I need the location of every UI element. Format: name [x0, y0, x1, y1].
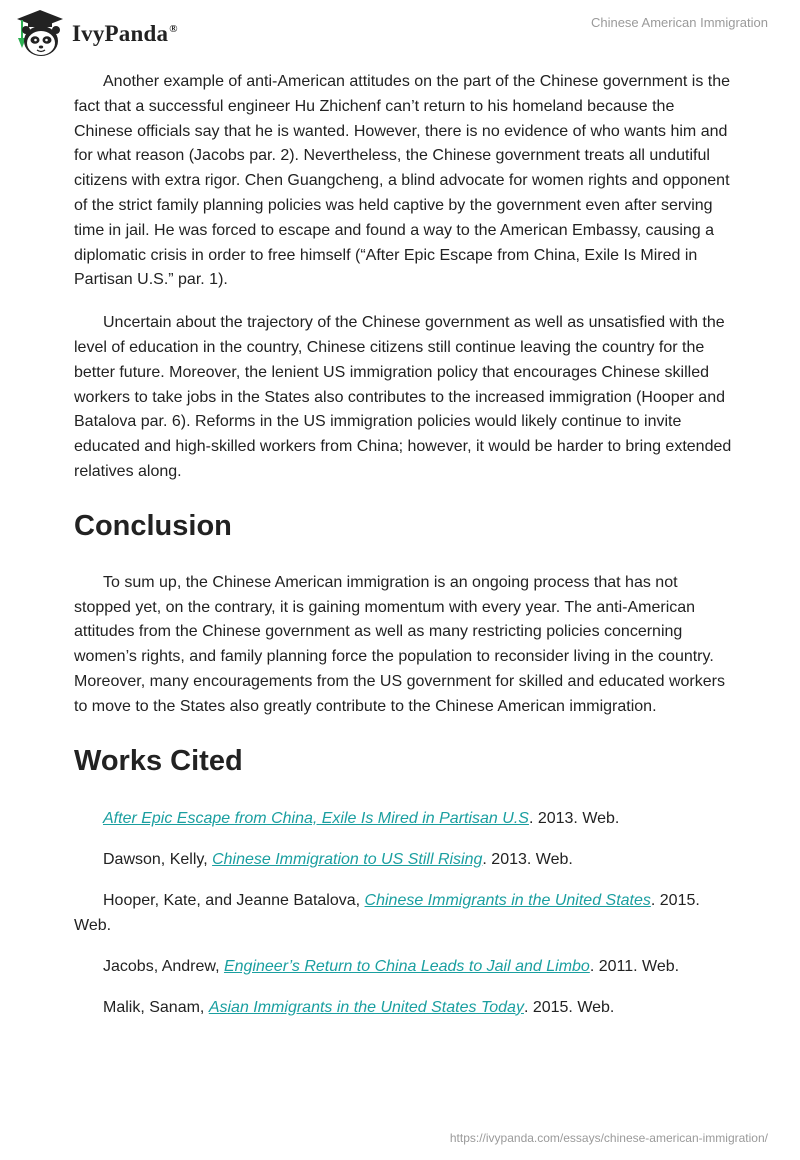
citation-link[interactable]: Chinese Immigrants in the United States — [364, 891, 651, 909]
panda-graduate-icon — [14, 8, 66, 58]
citation-link[interactable]: After Epic Escape from China, Exile Is Mired in Partisan U.S — [103, 809, 529, 827]
brand-logo[interactable] — [14, 8, 178, 58]
citation-item — [74, 888, 734, 938]
citation-suffix: . 2013. Web. — [528, 809, 620, 827]
citation-author: Dawson, Kelly, — [103, 850, 213, 868]
citation-suffix: . 2015. Web. — [74, 891, 700, 934]
citation-author: Malik, Sanam, — [103, 998, 209, 1016]
conclusion-paragraph: To sum up, the Chinese American immigration is an ongoing process that has not stopped yet, on the contrary, it is gaining momentum with every year. The anti-American attitudes from the Chinese government as well as many restricting policies concerning women’s rights, and family planning force the population to reconsider living in the country. Moreover, many encouragements from the US government for skilled and educated workers to move to the States also greatly contribute to the Chinese American immigration. — [74, 573, 725, 715]
works-cited-heading: Works Cited — [74, 744, 243, 777]
citation-link[interactable]: Engineer’s Return to China Leads to Jail and Limbo — [223, 957, 590, 975]
citation-link[interactable]: Chinese Immigration to US Still Rising — [212, 850, 483, 868]
brand-name: IvyPanda® — [72, 21, 178, 46]
citation-author: Jacobs, Andrew, — [103, 957, 224, 975]
citation-suffix: . 2011. Web. — [589, 957, 680, 975]
page-url[interactable]: https://ivypanda.com/essays/chinese-american-immigration/ — [449, 1131, 768, 1145]
body-paragraph: Another example of anti-American attitudes on the part of the Chinese government is the fact that a successful engineer Hu Zhichenf can’t return to his homeland because the Chinese officials say that he is wanted. However, there is no evidence of who wants him and for what reason (Jacobs par. 2). Nevertheless, the Chinese government treats all undutiful citizens with extra rigor. Chen Guangcheng, a blind advocate for women rights and opponent of the strict family planning policies was held captive by the government even after serving time in jail. He was forced to escape and found a way to the American Embassy, causing a diplomatic crisis in order to free himself (“After Epic Escape from China, Exile Is Mired in Partisan U.S.” par. 1). — [74, 73, 731, 289]
citation-suffix: . 2013. Web. — [482, 850, 573, 868]
citation-item — [74, 847, 734, 872]
citation-item — [74, 954, 734, 979]
citation-item — [74, 995, 734, 1020]
document-title: Chinese American Immigration — [590, 15, 768, 30]
body-paragraph: Uncertain about the trajectory of the Chinese government as well as unsatisfied with the level of education in the country, Chinese citizens still continue leaving the country for the better future. Moreover, the lenient US immigration policy that encourages Chinese skilled workers to take jobs in the States also contributes to the increased immigration (Hooper and Batalova par. 6). Reforms in the US immigration policies would likely continue to invite educated and high-skilled workers from China; however, it would be harder to bring extended relatives along. — [74, 314, 732, 480]
citation-item — [74, 806, 734, 831]
citation-author: Hooper, Kate, and Jeanne Batalova, — [103, 891, 365, 909]
essay-body — [74, 70, 734, 1036]
conclusion-heading: Conclusion — [74, 509, 232, 542]
page-header — [0, 0, 800, 60]
citation-link[interactable]: Asian Immigrants in the United States Today — [208, 998, 524, 1016]
citation-suffix: . 2015. Web. — [523, 998, 615, 1016]
